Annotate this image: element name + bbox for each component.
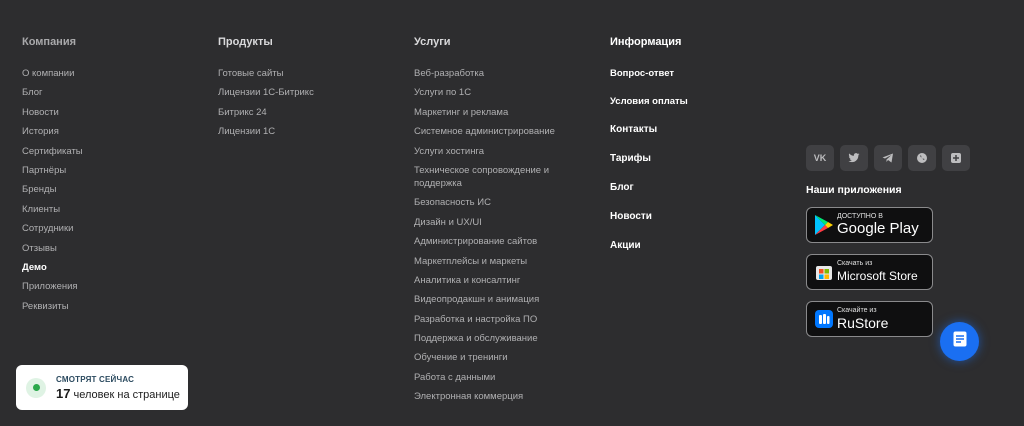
footer-link-service[interactable]: Аналитика и консалтинг xyxy=(414,274,521,286)
footer-column-company xyxy=(22,35,83,319)
footer-link-ready-sites[interactable]: Готовые сайты xyxy=(218,68,284,79)
apps-title: Наши приложения xyxy=(806,184,902,196)
column-title: Информация xyxy=(610,36,682,48)
footer-link-news[interactable]: Новости xyxy=(610,211,652,222)
store-name: Microsoft Store xyxy=(837,269,918,283)
footer-link-service[interactable]: Администрирование сайтов xyxy=(414,236,538,248)
watching-now-widget xyxy=(16,365,188,410)
footer-link-service[interactable]: Маркетинг и реклама xyxy=(414,106,509,118)
footer-link-promo[interactable]: Акции xyxy=(610,240,641,251)
footer-link-blog[interactable]: Блог xyxy=(22,87,43,99)
microsoft-store-icon xyxy=(811,263,837,281)
footer-link-service[interactable]: Услуги по 1С xyxy=(414,87,472,99)
plus-icon[interactable] xyxy=(942,145,970,171)
footer-link-service[interactable]: Маркетплейсы и маркеты xyxy=(414,255,528,267)
footer-link-requisites[interactable]: Реквизиты xyxy=(22,300,69,312)
footer-link-service[interactable]: Разработка и настройка ПО xyxy=(414,313,538,325)
whatsapp-icon[interactable] xyxy=(908,145,936,171)
store-caption: Скачайте из xyxy=(837,307,877,314)
footer-column-products xyxy=(218,35,314,145)
footer-link-service[interactable]: Электронная коммерция xyxy=(414,391,524,403)
footer-link-bitrix-licenses[interactable]: Лицензии 1С-Битрикс xyxy=(218,87,314,99)
footer-link-service[interactable]: Видеопродакшн и анимация xyxy=(414,294,540,306)
footer-link-service[interactable]: Поддержка и обслуживание xyxy=(414,333,538,345)
watching-count: 17 xyxy=(56,385,71,401)
footer-link-certificates[interactable]: Сертификаты xyxy=(22,145,83,157)
footer-link-tariffs[interactable]: Тарифы xyxy=(610,153,651,164)
telegram-icon[interactable] xyxy=(874,145,902,171)
footer-link-service[interactable]: Техническое сопровождение и поддержка xyxy=(414,164,550,189)
footer-link-faq[interactable]: Вопрос-ответ xyxy=(610,68,675,79)
footer-link-clients[interactable]: Клиенты xyxy=(22,203,61,215)
twitter-icon[interactable] xyxy=(840,145,868,171)
footer-link-news[interactable]: Новости xyxy=(22,106,59,118)
footer-column-services xyxy=(414,35,589,410)
footer-link-service[interactable]: Системное администрирование xyxy=(414,126,555,138)
store-caption: Скачать из xyxy=(837,260,873,267)
footer-link-service[interactable]: Работа с данными xyxy=(414,371,496,383)
microsoft-store-button[interactable] xyxy=(806,254,933,290)
google-play-button[interactable] xyxy=(806,207,933,243)
social-links xyxy=(806,145,970,171)
footer-link-about[interactable]: О компании xyxy=(22,68,75,79)
rustore-button[interactable] xyxy=(806,301,933,337)
column-title: Компания xyxy=(22,36,77,48)
column-title: Продукты xyxy=(218,36,273,48)
footer-link-apps[interactable]: Приложения xyxy=(22,281,78,293)
rustore-icon xyxy=(811,310,837,328)
footer-link-service[interactable]: Веб-разработка xyxy=(414,68,485,79)
footer-link-payment[interactable]: Условия оплаты xyxy=(610,96,688,107)
footer-link-brands[interactable]: Бренды xyxy=(22,184,57,196)
column-title: Услуги xyxy=(414,36,451,48)
vk-label: VK xyxy=(813,153,827,163)
store-name: RuStore xyxy=(837,315,889,331)
footer-link-blog[interactable]: Блог xyxy=(610,182,634,193)
store-caption: ДОСТУПНО В xyxy=(837,213,883,220)
footer-link-reviews[interactable]: Отзывы xyxy=(22,242,57,254)
footer-link-service[interactable]: Дизайн и UX/UI xyxy=(414,216,482,228)
footer-link-contacts[interactable]: Контакты xyxy=(610,124,658,135)
watching-text: человек на странице xyxy=(73,388,180,401)
document-icon xyxy=(953,331,967,352)
vk-icon[interactable] xyxy=(806,145,834,171)
store-name: Google Play xyxy=(837,220,919,237)
google-play-icon xyxy=(811,214,837,236)
footer-link-demo[interactable]: Демо xyxy=(22,261,47,273)
footer-link-employees[interactable]: Сотрудники xyxy=(22,223,74,235)
footer-link-bitrix24[interactable]: Битрикс 24 xyxy=(218,106,267,118)
footer-link-1c-licenses[interactable]: Лицензии 1С xyxy=(218,126,276,138)
footer-link-service[interactable]: Безопасность ИС xyxy=(414,197,491,209)
chat-fab-button[interactable] xyxy=(940,322,979,361)
footer-link-service[interactable]: Обучение и тренинги xyxy=(414,352,508,364)
footer-link-history[interactable]: История xyxy=(22,126,59,138)
footer-column-info xyxy=(610,35,688,268)
online-indicator xyxy=(26,378,46,398)
watching-label: СМОТРЯТ СЕЙЧАС xyxy=(56,374,135,384)
footer-link-service[interactable]: Услуги хостинга xyxy=(414,145,484,157)
footer-link-partners[interactable]: Партнёры xyxy=(22,164,67,176)
